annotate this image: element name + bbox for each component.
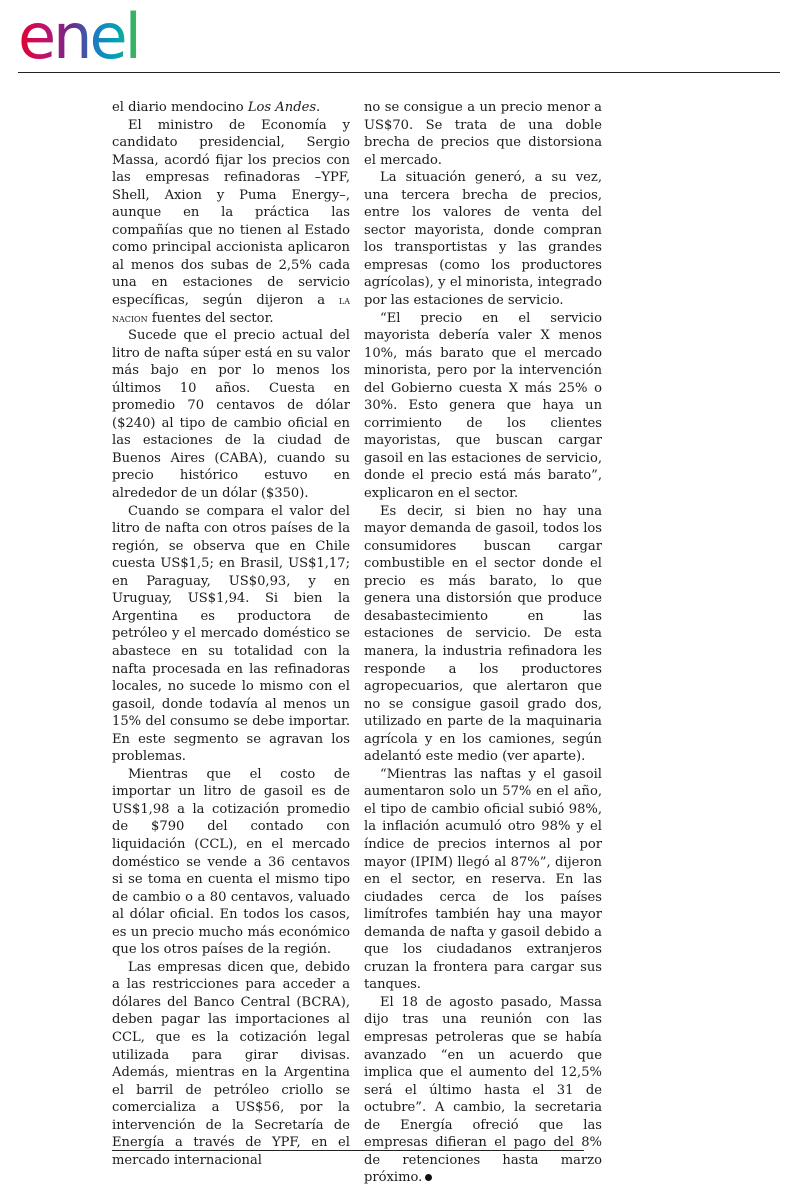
end-of-article-icon: [425, 1174, 432, 1181]
header-divider: [18, 72, 780, 73]
paragraph-text: Las empresas dicen que, debido a las restricciones para acceder a dólares del Banco Central (BCRA), deben pagar las importaciones al CCL, que es la cotización legal utilizada para girar divisas. Además, mientras en la Argentina el barril de petróleo criollo se comercializa a US$56, por la intervención de la Secretaría de Energía a través de YPF, en el mercado internacional: [112, 959, 350, 1168]
small-caps-text: la nacion: [112, 294, 350, 325]
enel-logo: [18, 6, 183, 66]
paragraph-text: “El precio en el servicio mayorista debería valer X menos 10%, más barato que el mercado minorista, pero por la intervención del Gobierno cuesta X más 25% o 30%. Esto genera que haya un corrimiento de los clientes mayoristas, que buscan cargar gasoil en las estaciones de servicio, donde el precio está más barato”, explicaron en el sector.: [364, 310, 602, 502]
article-paragraph: [112, 327, 350, 502]
paragraph-text: Cuando se compara el valor del litro de nafta con otros países de la región, se observa que en Chile cuesta US$1,5; en Brasil, US$1,17; en Paraguay, US$0,93, y en Uruguay, US$1,94. Si bien la Argentina es productora de petróleo y el mercado doméstico se abastece en su totalidad con la nafta procesada en las refinadoras locales, no sucede lo mismo con el gasoil, donde todavía al menos un 15% del consumo se debe importar. En este segmento se agravan los problemas.: [112, 503, 350, 765]
article-paragraph: [112, 766, 350, 959]
paragraph-text: .: [316, 100, 321, 115]
article-paragraph: [112, 959, 350, 1170]
italic-text: Los Andes: [247, 100, 317, 115]
article-column-left: [112, 99, 350, 1169]
paragraph-text: “Mientras las naftas y el gasoil aumentaron solo un 57% en el año, el tipo de cambio oficial subió 98%, la inflación acumuló otro 98% y el índice de precios internos al por mayor (IPIM) llegó al 87%”, dijeron en el sector, en reserva. En las ciudades cerca de los países limítrofes también hay una mayor demanda de nafta y gasoil debido a que los ciudadanos extranjeros cruzan la frontera para cargar sus tanques.: [364, 766, 602, 993]
article-paragraph: [112, 117, 350, 328]
paragraph-text: el diario mendocino: [112, 100, 248, 115]
paragraph-text: El 18 de agosto pasado, Massa dijo tras una reunión con las empresas petroleras que se había avanzado “en un acuerdo que implica que el aumento del 12,5% será el último hasta el 31 de octubre”. A cambio, la secretaria de Energía ofreció que las empresas difieran el pago del 8% de retenciones hasta marzo próximo.: [364, 994, 602, 1186]
paragraph-text: Mientras que el costo de importar un litro de gasoil es de US$1,98 a la cotización promedio de $790 del contado con liquidación (CCL), en el mercado doméstico se vende a 36 centavos si se toma en cuenta el mismo tipo de cambio o a 80 centavos, valuado al dólar oficial. En todos los casos, es un precio mucho más económico que los otros países de la región.: [112, 766, 350, 958]
article-paragraph: [364, 503, 602, 766]
paragraph-text: Sucede que el precio actual del litro de nafta súper está en su valor más bajo en por lo menos los últimos 10 años. Cuesta en promedio 70 centavos de dólar ($240) al tipo de cambio oficial en las estaciones de la ciudad de Buenos Aires (CABA), cuando su precio histórico estuvo en alrededor de un dólar ($350).: [112, 328, 350, 502]
logo-text: enel: [18, 6, 139, 66]
article-column-right: [364, 99, 602, 1187]
article-paragraph: [364, 994, 602, 1187]
article-paragraph: [364, 766, 602, 994]
article-paragraph: [112, 99, 350, 117]
paragraph-text: Es decir, si bien no hay una mayor demanda de gasoil, todos los consumidores buscan cargar combustible en el sector donde el precio es más barato, lo que genera una distorsión que produce desabastecimiento en las estaciones de servicio. De esta manera, la industria refinadora les responde a los productores agropecuarios, que alertaron que no se consigue gasoil grado dos, utilizado en parte de la maquinaria agrícola y en los camiones, según adelantó este medio (ver aparte).: [364, 503, 602, 765]
paragraph-text: La situación generó, a su vez, una tercera brecha de precios, entre los valores de venta del sector mayorista, donde compran los transportistas y las grandes empresas (como los productores agrícolas), y el minorista, integrado por las estaciones de servicio.: [364, 170, 602, 309]
paragraph-text: no se consigue a un precio menor a US$70. Se trata de una doble brecha de precios que distorsiona el mercado.: [364, 100, 602, 168]
article-paragraph: [364, 310, 602, 503]
article-paragraph: [112, 503, 350, 766]
article-paragraph: [364, 99, 602, 169]
paragraph-text: fuentes del sector.: [147, 310, 274, 326]
article-end-rule: [112, 1150, 584, 1151]
article-paragraph: [364, 169, 602, 309]
paragraph-text: El ministro de Economía y candidato presidencial, Sergio Massa, acordó fijar los precios con las empresas refinadoras –YPF, Shell, Axion y Puma Energy–, aunque en la práctica las compañías que no tienen al Estado como principal accionista aplicaron al menos dos subas de 2,5% cada una en estaciones de servicio específicas, según dijeron a: [112, 117, 350, 309]
